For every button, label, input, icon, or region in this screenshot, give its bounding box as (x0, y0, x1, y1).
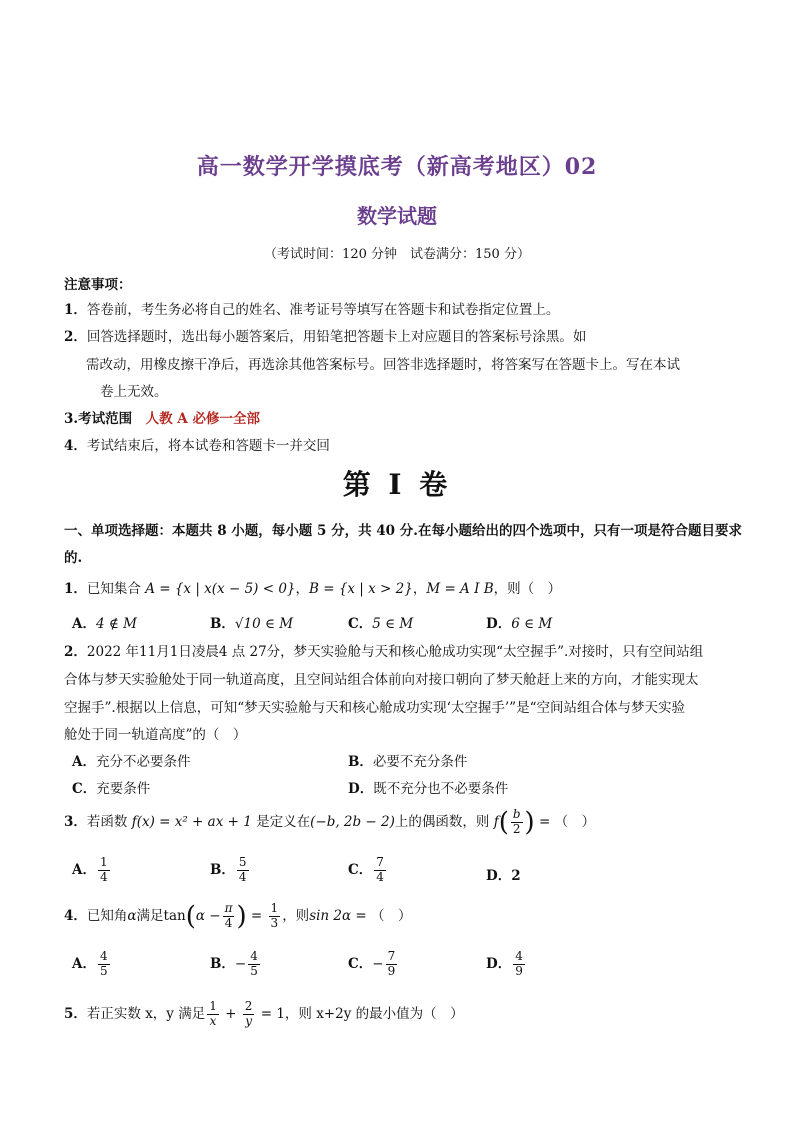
question-2-line1 (64, 640, 703, 660)
exam-scope: 人教 A 必修一全部 (145, 411, 260, 427)
q4-c-num: 7 (387, 949, 396, 963)
question-1 (64, 577, 561, 597)
q2-option-c-text: 充要条件 (96, 781, 151, 797)
q3-option-b-frac (237, 856, 249, 885)
q2-option-a (72, 750, 190, 770)
q3-option-c-frac (374, 856, 386, 885)
q4-sin2a: sin 2α (309, 907, 352, 924)
q3-option-d (486, 864, 521, 884)
q4-option-b-frac (248, 950, 260, 979)
q3-option-d-text: 2 (511, 868, 521, 884)
q5-eq: = 1 (256, 1005, 285, 1022)
q1-option-d (486, 612, 552, 632)
q3-number: 3． (64, 813, 87, 830)
q2-option-c (72, 777, 150, 797)
q3-text-c: 上的偶函数，则 (394, 813, 494, 830)
q4-four: 4 (224, 915, 233, 930)
q1-option-a (72, 612, 137, 632)
q3-text-b: 是定义在 (251, 813, 311, 830)
q1-set-a: A = {x | x(x − 5) < 0} (145, 581, 296, 597)
exam-subtitle: 数学试题 (357, 204, 437, 228)
notice-item-4-text: 考试结束后，将本试卷和答题卡一并交回 (86, 438, 330, 454)
q1-option-d-text: 6 ∈ M (511, 616, 553, 632)
q3-option-a-frac (98, 856, 110, 885)
q1-number: 1． (64, 581, 87, 597)
q2-option-b-text: 必要不充分条件 (372, 754, 468, 770)
notice-item-1-text: 答卷前，考生务必将自己的姓名、准考证号等填写在答题卡和试卷指定位置上。 (86, 302, 560, 318)
q3-c-den: 4 (376, 869, 384, 884)
q1-option-b-text: √10 ∈ M (234, 616, 294, 632)
q4-text-c: ，则 (282, 907, 310, 924)
part1-instructions-line2: 的. (64, 550, 83, 566)
q1-text-b: ，则（ ） (493, 581, 562, 597)
q1-set-m: M = A I B (426, 581, 494, 597)
q1-option-b-label: B． (210, 616, 235, 632)
q1-text-a: 已知集合 (86, 581, 146, 597)
question-2-line4: 舱处于同一轨道高度”的（ ） (64, 727, 247, 743)
q4-pi: π (224, 901, 233, 915)
q5-text-a: 若正实数 x，y 满足 (86, 1005, 206, 1022)
q4-c-den: 9 (387, 963, 396, 978)
q3-text-a: 若函数 (86, 813, 132, 830)
q4-text-b: 满足 (136, 907, 164, 924)
notice-item-2-line2: 需改动，用橡皮擦干净后，再选涂其他答案标号。回答非选择题时，将答案写在答题卡上。写在本试 (86, 357, 680, 373)
q3-option-b (210, 856, 251, 885)
q1-option-d-label: D． (486, 616, 512, 632)
q3-b-num: 5 (238, 855, 247, 869)
q3-a-num: 1 (99, 855, 108, 869)
q4-rhs-frac (269, 902, 281, 931)
notice-item-4 (64, 434, 330, 454)
q4-b-num: 4 (250, 949, 258, 963)
question-3: 3．若函数 f(x) = x² + ax + 1 是定义在(−b, 2b − 2)上的偶函数，则 f( $\frac{b}{2}$ ) = （ ） (64, 807, 596, 838)
q4-option-a-label: A． (72, 955, 96, 972)
notice-item-1-num: 1． (64, 302, 87, 318)
q1-set-b: B = {x | x > 2} (309, 581, 413, 597)
q3-b-den: 4 (238, 869, 247, 884)
notice-heading: 注意事项： (64, 277, 132, 293)
q4-option-b-label: B． (210, 955, 235, 972)
q1-option-c-label: C． (348, 616, 373, 632)
q1-option-a-text: 4 ∉ M (95, 616, 137, 632)
q4-option-c-label: C． (348, 955, 373, 972)
question-5 (64, 1000, 464, 1029)
q1-sep2: ， (412, 581, 427, 597)
q4-option-b (210, 950, 262, 979)
q1-option-c-text: 5 ∈ M (372, 616, 414, 632)
q2-number: 2． (64, 644, 87, 660)
notice-item-1 (64, 298, 559, 318)
q2-text-line1: 2022 年11月1日凌晨4 点 27分，梦天实验舱与天和核心舱成功实现“太空握手”.对接时，只有空间站组 (86, 644, 704, 660)
q3-fraction (511, 808, 523, 837)
notice-item-2-text: 回答选择题时，选出每小题答案后，用铅笔把答题卡上对应题目的答案标号涂黑。如 (86, 329, 587, 345)
exam-title: 高一数学开学摸底考（新高考地区）02 (196, 154, 598, 180)
q4-option-a-frac (98, 950, 110, 979)
q3-frac-den: 2 (512, 821, 521, 836)
q3-option-d-label: D． (486, 868, 512, 884)
q5-frac-2 (243, 1000, 255, 1029)
question-2-line3: 空握手”.根据以上信息，可知“梦天实验舱与天和核心舱成功实现‘太空握手’”是“空间站组合体与梦天实验 (64, 700, 685, 716)
notice-item-3-prefix: 3.考试范围 (64, 411, 146, 427)
q2-option-a-label: A． (72, 754, 96, 770)
notice-item-2-line1 (64, 325, 586, 345)
q3-a-den: 4 (99, 869, 108, 884)
q3-interval: (−b, 2b − 2) (310, 813, 395, 830)
q5-number: 5． (64, 1005, 87, 1022)
q5-text-b: ，则 x+2y 的最小值为（ ） (284, 1005, 464, 1022)
q2-option-a-text: 充分不必要条件 (95, 754, 191, 770)
q5-plus: + (220, 1005, 241, 1022)
q4-c-sign: − (372, 955, 384, 972)
q1-option-b (210, 612, 293, 632)
q3-f-label: f (493, 813, 499, 830)
q4-tan: tan (163, 907, 186, 924)
q3-option-b-label: B． (210, 861, 235, 878)
q4-pi-frac (223, 902, 235, 931)
q1-sep1: ， (295, 581, 309, 597)
question-2-line2: 合体与梦天实验舱处于同一轨道高度，且空间站组合体前向对接口朝向了梦天舱赶上来的方向，才能实现太 (64, 672, 699, 688)
q3-function: f(x) = x² + ax + 1 (131, 813, 252, 830)
q4-rhs-num: 1 (270, 901, 279, 915)
q4-alpha: α (127, 907, 137, 924)
q4-option-c (348, 950, 399, 979)
q4-number: 4． (64, 907, 87, 924)
q2-option-c-label: C． (72, 781, 97, 797)
q1-option-c (348, 612, 413, 632)
notice-item-2-line3: 卷上无效。 (100, 384, 168, 400)
q4-eq: = (246, 907, 267, 924)
notice-item-4-num: 4． (64, 438, 87, 454)
q4-text-a: 已知角 (86, 907, 128, 924)
q4-option-a (72, 950, 112, 979)
notice-item-2-num: 2． (64, 329, 87, 345)
q4-option-d (486, 950, 527, 979)
q3-option-a (72, 856, 112, 885)
q5-frac-1 (207, 1000, 219, 1029)
q4-a-num: 4 (99, 949, 108, 963)
q2-option-d-text: 既不充分也不必要条件 (373, 781, 509, 797)
q4-option-d-frac (513, 950, 525, 979)
q4-text-d: = （ ） (351, 907, 412, 924)
q2-option-d-label: D． (348, 781, 374, 797)
q2-option-b (348, 750, 467, 770)
part1-instructions-line1: 一、单项选择题：本题共 8 小题，每小题 5 分，共 40 分.在每小题给出的四个选项中，只有一项是符合题目要求 (64, 523, 742, 539)
q3-c-num: 7 (376, 855, 384, 869)
notice-item-3 (64, 407, 260, 427)
q5-f2-den: y (245, 1013, 252, 1028)
q2-option-b-label: B． (348, 754, 373, 770)
section-title: 第 I 卷 (342, 468, 452, 501)
q4-option-d-label: D． (486, 955, 512, 972)
question-4: 4．已知角α满足tan(α − $\frac{\pi}{4}$ ) = $\frac{1}{3}$ ，则sin 2α = （ ） (64, 901, 412, 932)
q4-b-sign: − (234, 955, 247, 972)
q1-option-a-label: A． (72, 616, 96, 632)
q3-text-d: = （ ） (534, 813, 596, 830)
q4-rhs-den: 3 (270, 915, 279, 930)
q3-option-a-label: A． (72, 861, 96, 878)
q5-f1-num: 1 (209, 999, 217, 1013)
q5-f1-den: x (209, 1013, 217, 1028)
q4-b-den: 5 (250, 963, 258, 978)
q4-d-num: 4 (515, 949, 523, 963)
q2-option-d (348, 777, 508, 797)
q3-frac-num: b (512, 807, 521, 821)
q4-alpha-minus: α − (195, 907, 221, 924)
q4-a-den: 5 (99, 963, 108, 978)
q5-f2-num: 2 (244, 999, 253, 1013)
q3-option-c (348, 856, 388, 885)
q3-option-c-label: C． (348, 861, 373, 878)
q4-option-c-frac (386, 950, 398, 979)
q4-d-den: 9 (515, 963, 523, 978)
exam-info: （考试时间：120 分钟 试卷满分：150 分） (264, 247, 530, 262)
